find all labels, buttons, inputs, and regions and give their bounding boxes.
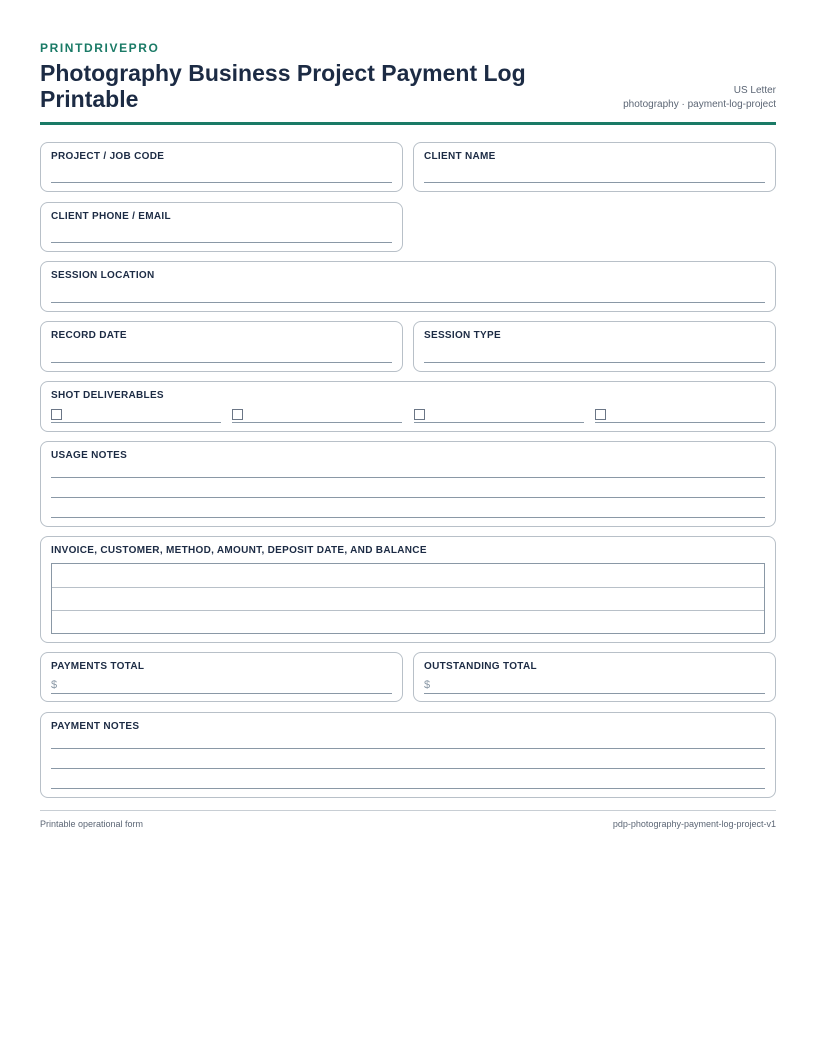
deliverable-checkbox-4[interactable] bbox=[595, 409, 606, 420]
client-contact-input-line[interactable] bbox=[51, 242, 392, 243]
payment-notes-field bbox=[40, 712, 776, 798]
deliverable-line-1[interactable] bbox=[51, 422, 221, 423]
project-code-field bbox=[40, 142, 403, 192]
payments-total-field bbox=[40, 652, 403, 702]
page-title: Photography Business Project Payment Log Printable bbox=[40, 60, 526, 112]
project-code-label: PROJECT / JOB CODE bbox=[51, 151, 165, 162]
outstanding-total-field bbox=[413, 652, 776, 702]
page-meta bbox=[623, 84, 776, 112]
invoice-table bbox=[51, 563, 765, 634]
client-contact-field bbox=[40, 202, 403, 252]
session-type-input-line[interactable] bbox=[424, 362, 765, 363]
usage-notes-line-2[interactable] bbox=[51, 497, 765, 498]
payments-total-label: PAYMENTS TOTAL bbox=[51, 661, 145, 672]
page-tags: photography · payment-log-project bbox=[623, 99, 776, 110]
session-type-field bbox=[413, 321, 776, 372]
session-location-label: SESSION LOCATION bbox=[51, 270, 155, 281]
usage-notes-label: USAGE NOTES bbox=[51, 450, 128, 461]
footer-rule bbox=[40, 810, 776, 811]
outstanding-currency-symbol: $ bbox=[424, 679, 431, 691]
invoice-table-row-divider-2 bbox=[52, 610, 764, 611]
client-contact-label: CLIENT PHONE / EMAIL bbox=[51, 211, 171, 222]
invoice-table-field bbox=[40, 536, 776, 643]
client-name-field bbox=[413, 142, 776, 192]
usage-notes-line-3[interactable] bbox=[51, 517, 765, 518]
invoice-table-label: INVOICE, CUSTOMER, METHOD, AMOUNT, DEPOSIT DATE, AND BALANCE bbox=[51, 545, 427, 556]
brand-name: PRINTDRIVEPRO bbox=[40, 41, 160, 55]
deliverable-checkbox-1[interactable] bbox=[51, 409, 62, 420]
payment-notes-line-3[interactable] bbox=[51, 788, 765, 789]
paper-size: US Letter bbox=[733, 85, 776, 96]
footer-form-id: pdp-photography-payment-log-project-v1 bbox=[612, 819, 776, 829]
payments-total-input-line[interactable] bbox=[51, 693, 392, 694]
payment-notes-line-1[interactable] bbox=[51, 748, 765, 749]
record-date-input-line[interactable] bbox=[51, 362, 392, 363]
outstanding-total-label: OUTSTANDING TOTAL bbox=[424, 661, 537, 672]
shot-deliverables-field bbox=[40, 381, 776, 432]
deliverable-line-2[interactable] bbox=[232, 422, 402, 423]
record-date-field bbox=[40, 321, 403, 372]
footer-left-text: Printable operational form bbox=[40, 819, 144, 829]
usage-notes-line-1[interactable] bbox=[51, 477, 765, 478]
client-name-label: CLIENT NAME bbox=[424, 151, 496, 162]
outstanding-total-input-line[interactable] bbox=[424, 693, 765, 694]
invoice-table-row-divider-1 bbox=[52, 587, 764, 588]
payment-notes-label: PAYMENT NOTES bbox=[51, 721, 140, 732]
project-code-input-line[interactable] bbox=[51, 182, 392, 183]
session-type-label: SESSION TYPE bbox=[424, 330, 501, 341]
deliverable-line-3[interactable] bbox=[414, 422, 584, 423]
header-rule bbox=[40, 122, 776, 125]
deliverable-checkbox-3[interactable] bbox=[414, 409, 425, 420]
usage-notes-field bbox=[40, 441, 776, 527]
shot-deliverables-label: SHOT DELIVERABLES bbox=[51, 390, 164, 401]
deliverable-line-4[interactable] bbox=[595, 422, 765, 423]
session-location-field bbox=[40, 261, 776, 312]
record-date-label: RECORD DATE bbox=[51, 330, 127, 341]
deliverable-checkbox-2[interactable] bbox=[232, 409, 243, 420]
payments-currency-symbol: $ bbox=[51, 679, 58, 691]
session-location-input-line[interactable] bbox=[51, 302, 765, 303]
client-name-input-line[interactable] bbox=[424, 182, 765, 183]
payment-notes-line-2[interactable] bbox=[51, 768, 765, 769]
